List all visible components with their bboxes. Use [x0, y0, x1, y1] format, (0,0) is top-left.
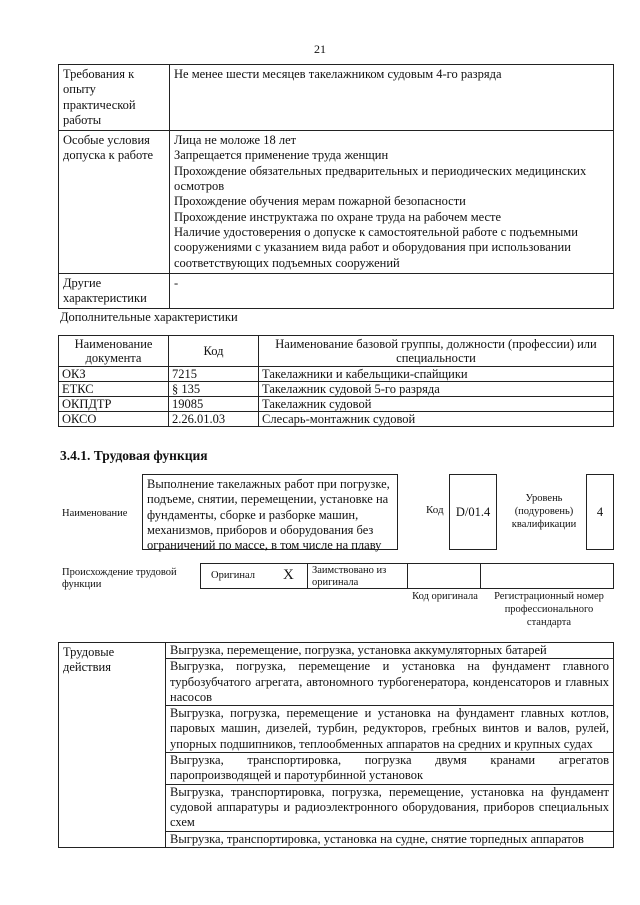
- value-line: Прохождение инструктажа по охране труда на рабочем месте: [174, 209, 502, 224]
- value-line: Не менее шести месяцев такелажником судовым 4-го разряда: [174, 67, 502, 81]
- origin-code-caption: Код оригинала: [412, 591, 478, 602]
- function-heading: 3.4.1. Трудовая функция: [60, 448, 208, 463]
- row-value: [170, 131, 614, 274]
- table-cell: § 135: [169, 382, 259, 397]
- original-label: Оригинал: [211, 570, 255, 581]
- original-cell: [200, 563, 308, 589]
- labor-action-item: Выгрузка, транспортировка, установка на судне, снятие торпедных аппаратов: [166, 831, 614, 847]
- table-cell: 2.26.01.03: [169, 412, 259, 427]
- function-code-box: D/01.4: [449, 474, 497, 550]
- table-row: [59, 131, 614, 274]
- table-cell: 19085: [169, 397, 259, 412]
- table-header-row: [59, 336, 614, 367]
- column-header: Код: [169, 336, 259, 367]
- additional-characteristics-title: Дополнительные характеристики: [60, 310, 238, 324]
- table-cell: ОКСО: [59, 412, 169, 427]
- labor-actions-table: [58, 642, 614, 848]
- origin-label: Происхождение трудовой функции: [62, 567, 177, 590]
- value-line: Лица не моложе 18 лет: [174, 133, 297, 148]
- labor-action-item: Выгрузка, погрузка, перемещение и установка на фундамент главных котлов, паровых машин, дизелей, турбин, редукторов, гребных винтов и валов, рулей, упорных подшипников, теплообменных аппаратов на средних и крупных судах: [166, 706, 614, 753]
- additional-characteristics-table: [58, 335, 614, 427]
- row-label: Требования к опыту практической работы: [59, 65, 170, 131]
- registration-number-caption: Регистрационный номер профессионального стандарта: [494, 591, 604, 628]
- table-cell: Такелажник судовой: [259, 397, 614, 412]
- page-number: 21: [314, 42, 326, 56]
- value-line: -: [174, 275, 179, 290]
- original-mark: X: [283, 567, 294, 583]
- row-label: Особые условия допуска к работе: [59, 131, 170, 274]
- name-label: Наименование: [62, 508, 128, 519]
- code-label: Код: [426, 504, 444, 516]
- table-row: [59, 397, 614, 412]
- table-cell: ЕТКС: [59, 382, 169, 397]
- row-value: [170, 273, 614, 309]
- table-row: [59, 643, 614, 659]
- requirements-table: [58, 64, 614, 309]
- value-line: Прохождение обучения мерам пожарной безопасности: [174, 194, 466, 209]
- table-cell: Слесарь-монтажник судовой: [259, 412, 614, 427]
- value-line: Запрещается применение труда женщин: [174, 148, 389, 163]
- table-row: [59, 412, 614, 427]
- column-header: Наименование базовой группы, должности (профессии) или специальности: [259, 336, 614, 367]
- labor-action-item: Выгрузка, транспортировка, погрузка, перемещение, установка на фундамент судовой аппаратуры и радиоэлектронного оборудования, приборов специальных схем: [166, 784, 614, 831]
- table-cell: ОКЗ: [59, 367, 169, 382]
- value-line: Прохождение обязательных предварительных и периодических медицинских осмотров: [174, 163, 587, 194]
- labor-action-item: Выгрузка, перемещение, погрузка, установка аккумуляторных батарей: [166, 643, 614, 659]
- table-row: [59, 65, 614, 131]
- table-cell: Такелажник судовой 5-го разряда: [259, 382, 614, 397]
- origin-code-cell: [407, 563, 481, 589]
- value-line: Наличие удостоверения о допуске к самостоятельной работе с подъемными сооружениями с указанием вида работ и оборудования при использовании соответствующих подъемных сооружений: [174, 224, 578, 270]
- row-label: Другие характеристики: [59, 273, 170, 309]
- table-cell: 7215: [169, 367, 259, 382]
- borrowed-cell: Заимствовано из оригинала: [307, 563, 408, 589]
- table-cell: ОКПДТР: [59, 397, 169, 412]
- row-value: [170, 65, 614, 131]
- labor-actions-label: Трудовые действия: [59, 643, 166, 848]
- column-header: Наименование документа: [59, 336, 169, 367]
- function-name-box: Выполнение такелажных работ при погрузке, подъеме, снятии, перемещении, установке на фундаменты, сборке и разборке машин, механизмов, приборов и оборудования без ограничений по массе, в том числе на плаву: [142, 474, 398, 550]
- labor-action-item: Выгрузка, погрузка, перемещение и установка на фундамент главного турбозубчатого агрегата, автономного турбогенератора, конденсаторов и главных насосов: [166, 659, 614, 706]
- qualification-level-box: 4: [586, 474, 614, 550]
- table-row: [59, 273, 614, 309]
- table-row: [59, 382, 614, 397]
- registration-number-cell: [480, 563, 614, 589]
- table-cell: Такелажники и кабельщики-спайщики: [259, 367, 614, 382]
- labor-action-item: Выгрузка, транспортировка, погрузка двумя кранами агрегатов паропроизводящей и паротурбинной установок: [166, 753, 614, 785]
- qualification-level-label: Уровень (подуровень) квалификации: [511, 493, 577, 530]
- table-row: [59, 367, 614, 382]
